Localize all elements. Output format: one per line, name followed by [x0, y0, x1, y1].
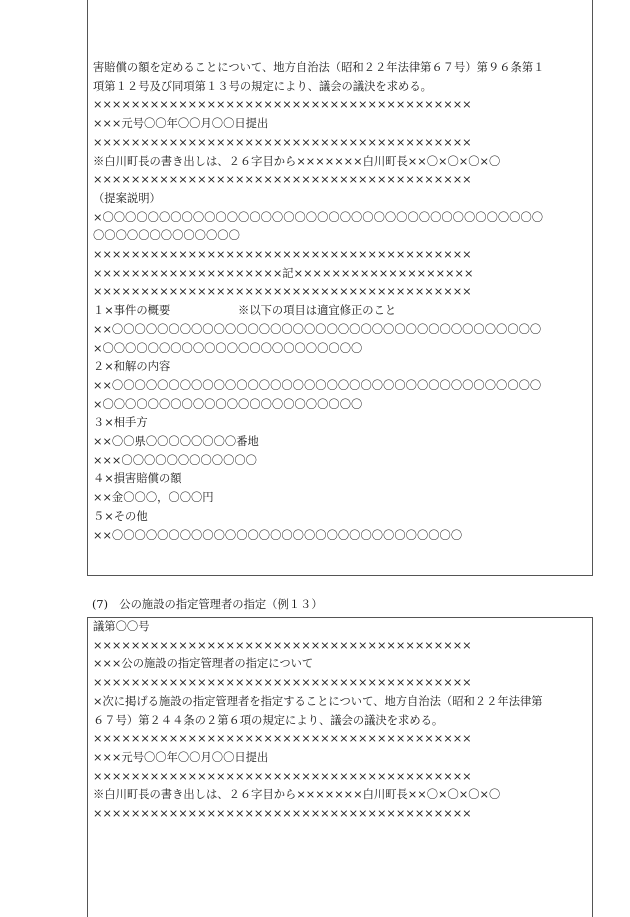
text-line: ××〇〇〇〇〇〇〇〇〇〇〇〇〇〇〇〇〇〇〇〇〇〇〇〇〇〇〇〇〇〇〇〇〇〇〇〇〇〇: [93, 378, 542, 392]
text-line: ３×相手方: [93, 416, 148, 430]
document-frame-top: [87, 0, 593, 576]
text-line: 項第１２号及び同項第１３号の規定により、議会の議決を求める。: [93, 79, 432, 93]
text-line: ××××××××××××××××××××記×××××××××××××××××××: [93, 266, 474, 280]
text-line: ××〇〇〇〇〇〇〇〇〇〇〇〇〇〇〇〇〇〇〇〇〇〇〇〇〇〇〇〇〇〇〇: [93, 528, 463, 542]
text-line: ×××〇〇〇〇〇〇〇〇〇〇〇〇: [93, 453, 257, 467]
text-line: ××××××××××××××××××××××××××××××××××××××××: [93, 135, 472, 149]
text-line: ×〇〇〇〇〇〇〇〇〇〇〇〇〇〇〇〇〇〇〇〇〇〇〇〇〇〇〇〇〇〇〇〇〇〇〇〇〇〇〇: [93, 210, 544, 224]
text-line: （提案説明）: [93, 191, 161, 205]
text-line: ×次に掲げる施設の指定管理者を指定することについて、地方自治法（昭和２２年法律第: [93, 694, 543, 708]
text-line: ×××元号〇〇年〇〇月〇〇日提出: [93, 117, 269, 131]
text-line: ××××××××××××××××××××××××××××××××××××××××: [93, 173, 472, 187]
text-line: ×××元号〇〇年〇〇月〇〇日提出: [93, 750, 269, 764]
text-line: ××〇〇〇〇〇〇〇〇〇〇〇〇〇〇〇〇〇〇〇〇〇〇〇〇〇〇〇〇〇〇〇〇〇〇〇〇〇〇: [93, 322, 542, 336]
section-heading: (7) 公の施設の指定管理者の指定（例１３）: [92, 598, 323, 611]
text-line: 議第〇〇号: [93, 620, 150, 633]
text-line: ×××公の施設の指定管理者の指定について: [93, 657, 314, 671]
text-line: ××××××××××××××××××××××××××××××××××××××××: [93, 807, 472, 821]
text-line: ××××××××××××××××××××××××××××××××××××××××: [93, 676, 472, 690]
text-line: ※白川町長の書き出しは、２６字目から×××××××白川町長××〇×〇×〇×〇: [93, 154, 501, 168]
text-line: １×事件の概要 ※以下の項目は適宜修正のこと: [93, 304, 397, 318]
frame-top-body: [93, 0, 592, 545]
text-line: 〇〇〇〇〇〇〇〇〇〇〇〇〇: [93, 229, 240, 243]
text-line: ４×損害賠償の額: [93, 472, 182, 486]
text-line: ××××××××××××××××××××××××××××××××××××××××: [93, 638, 472, 652]
text-line: ※白川町長の書き出しは、２６字目から×××××××白川町長××〇×〇×〇×〇: [93, 788, 501, 802]
text-line: 害賠償の額を定めることについて、地方自治法（昭和２２年法律第６７号）第９６条第１: [93, 61, 545, 74]
text-line: ５×その他: [93, 509, 148, 523]
text-line: ××金〇〇〇，〇〇〇円: [93, 491, 214, 505]
text-line: ××××××××××××××××××××××××××××××××××××××××: [93, 769, 472, 783]
document-frame-bottom: [87, 617, 593, 917]
text-line: ××××××××××××××××××××××××××××××××××××××××: [93, 732, 472, 746]
text-line: ××〇〇県〇〇〇〇〇〇〇〇番地: [93, 435, 259, 449]
text-line: ××××××××××××××××××××××××××××××××××××××××: [93, 98, 472, 112]
text-line: ××××××××××××××××××××××××××××××××××××××××: [93, 248, 472, 262]
text-line: ６７号）第２４４条の２第６項の規定により、議会の議決を求める。: [93, 713, 444, 727]
text-line: ××××××××××××××××××××××××××××××××××××××××: [93, 285, 472, 299]
text-line: ２×和解の内容: [93, 360, 171, 374]
frame-bottom-body: [93, 618, 592, 824]
text-line: ×〇〇〇〇〇〇〇〇〇〇〇〇〇〇〇〇〇〇〇〇〇〇〇: [93, 397, 363, 411]
text-line: ×〇〇〇〇〇〇〇〇〇〇〇〇〇〇〇〇〇〇〇〇〇〇〇: [93, 341, 363, 355]
